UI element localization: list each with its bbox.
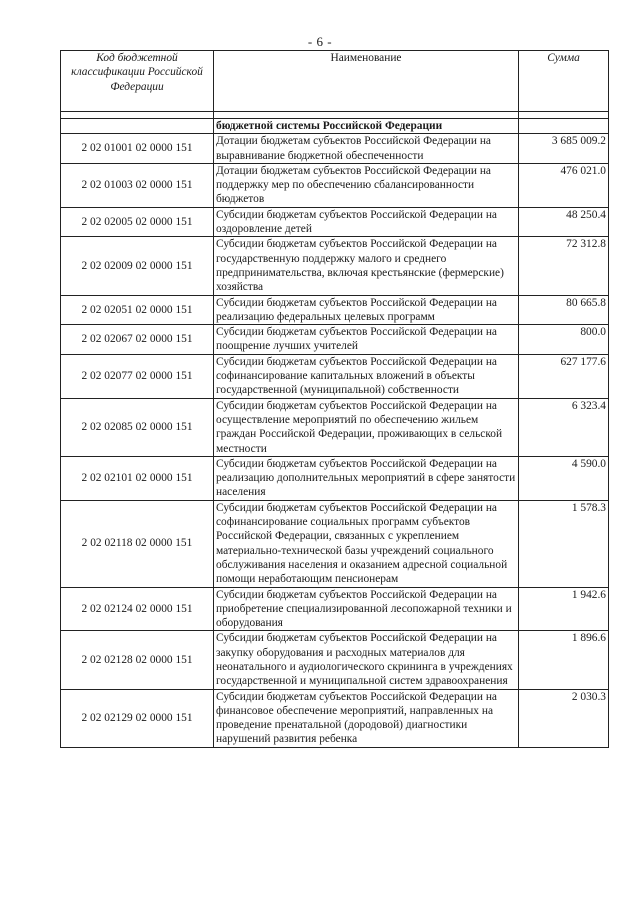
section-title: бюджетной системы Российской Федерации bbox=[214, 119, 519, 134]
item-name-cell: Субсидии бюджетам субъектов Российской Федерации на софинансирование капитальных вложений в объекты государственной (муниципальной) собственности bbox=[214, 354, 519, 398]
amount-cell: 2 030.3 bbox=[519, 689, 609, 747]
table-row bbox=[61, 456, 609, 500]
table-row bbox=[61, 237, 609, 295]
item-name-cell: Субсидии бюджетам субъектов Российской Федерации на осуществление мероприятий по обеспечению жильем граждан Российской Федерации, проживающих в сельской местности bbox=[214, 398, 519, 456]
section-row bbox=[61, 119, 609, 134]
budget-code-cell: 2 02 01001 02 0000 151 bbox=[61, 134, 214, 164]
amount-cell: 72 312.8 bbox=[519, 237, 609, 295]
item-name-cell: Субсидии бюджетам субъектов Российской Федерации на софинансирование социальных программ субъектов Российской Федерации, связанных с укреплением материально-технической базы учреждений социального обслуживания населения и оказанием адресной социальной помощи неработающим пенсионерам bbox=[214, 500, 519, 587]
item-name-cell: Субсидии бюджетам субъектов Российской Федерации на оздоровление детей bbox=[214, 207, 519, 237]
budget-code-cell: 2 02 02085 02 0000 151 bbox=[61, 398, 214, 456]
table-row bbox=[61, 500, 609, 587]
budget-code-cell: 2 02 02009 02 0000 151 bbox=[61, 237, 214, 295]
budget-code-cell: 2 02 02051 02 0000 151 bbox=[61, 295, 214, 325]
item-name-cell: Субсидии бюджетам субъектов Российской Федерации на поощрение лучших учителей bbox=[214, 325, 519, 355]
amount-cell: 4 590.0 bbox=[519, 456, 609, 500]
table-row bbox=[61, 689, 609, 747]
header-name: Наименование bbox=[214, 51, 519, 112]
budget-code-cell: 2 02 02067 02 0000 151 bbox=[61, 325, 214, 355]
item-name-cell: Субсидии бюджетам субъектов Российской Федерации на реализацию федеральных целевых программ bbox=[214, 295, 519, 325]
table-row bbox=[61, 207, 609, 237]
amount-cell: 1 896.6 bbox=[519, 631, 609, 689]
spacer-row bbox=[61, 112, 609, 119]
budget-code-cell: 2 02 01003 02 0000 151 bbox=[61, 163, 214, 207]
budget-code-cell: 2 02 02005 02 0000 151 bbox=[61, 207, 214, 237]
table-body bbox=[61, 112, 609, 748]
amount-cell: 800.0 bbox=[519, 325, 609, 355]
table-row bbox=[61, 587, 609, 631]
table-row bbox=[61, 631, 609, 689]
table-row bbox=[61, 134, 609, 164]
table-row bbox=[61, 163, 609, 207]
table-row bbox=[61, 354, 609, 398]
budget-revenue-table bbox=[60, 50, 609, 748]
amount-cell: 3 685 009.2 bbox=[519, 134, 609, 164]
budget-code-cell: 2 02 02124 02 0000 151 bbox=[61, 587, 214, 631]
amount-cell: 476 021.0 bbox=[519, 163, 609, 207]
amount-cell: 1 942.6 bbox=[519, 587, 609, 631]
table-row bbox=[61, 325, 609, 355]
amount-cell: 80 665.8 bbox=[519, 295, 609, 325]
budget-code-cell: 2 02 02128 02 0000 151 bbox=[61, 631, 214, 689]
table-row bbox=[61, 398, 609, 456]
table-row bbox=[61, 295, 609, 325]
amount-cell: 1 578.3 bbox=[519, 500, 609, 587]
budget-code-cell: 2 02 02077 02 0000 151 bbox=[61, 354, 214, 398]
amount-cell: 627 177.6 bbox=[519, 354, 609, 398]
budget-code-cell: 2 02 02129 02 0000 151 bbox=[61, 689, 214, 747]
header-sum: Сумма bbox=[519, 51, 609, 112]
item-name-cell: Субсидии бюджетам субъектов Российской Федерации на закупку оборудования и расходных материалов для неонатального и аудиологического скрининга в учреждениях государственной и муниципальной систем здравоохранения bbox=[214, 631, 519, 689]
amount-cell: 48 250.4 bbox=[519, 207, 609, 237]
item-name-cell: Дотации бюджетам субъектов Российской Федерации на поддержку мер по обеспечению сбалансированности бюджетов bbox=[214, 163, 519, 207]
budget-code-cell: 2 02 02101 02 0000 151 bbox=[61, 456, 214, 500]
section-code-cell bbox=[61, 119, 214, 134]
item-name-cell: Субсидии бюджетам субъектов Российской Федерации на государственную поддержку малого и среднего предпринимательства, включая крестьянские (фермерские) хозяйства bbox=[214, 237, 519, 295]
page-number: - 6 - bbox=[307, 34, 333, 49]
item-name-cell: Дотации бюджетам субъектов Российской Федерации на выравнивание бюджетной обеспеченности bbox=[214, 134, 519, 164]
item-name-cell: Субсидии бюджетам субъектов Российской Федерации на реализацию дополнительных мероприятий в сфере занятости населения bbox=[214, 456, 519, 500]
table-header-row bbox=[61, 51, 609, 112]
item-name-cell: Субсидии бюджетам субъектов Российской Федерации на финансовое обеспечение мероприятий, направленных на проведение пренатальной (дородовой) диагностики нарушений развития ребенка bbox=[214, 689, 519, 747]
header-code: Код бюджетной классификации Российской Федерации bbox=[61, 51, 214, 112]
section-sum-cell bbox=[519, 119, 609, 134]
item-name-cell: Субсидии бюджетам субъектов Российской Федерации на приобретение специализированной лесопожарной техники и оборудования bbox=[214, 587, 519, 631]
budget-code-cell: 2 02 02118 02 0000 151 bbox=[61, 500, 214, 587]
amount-cell: 6 323.4 bbox=[519, 398, 609, 456]
